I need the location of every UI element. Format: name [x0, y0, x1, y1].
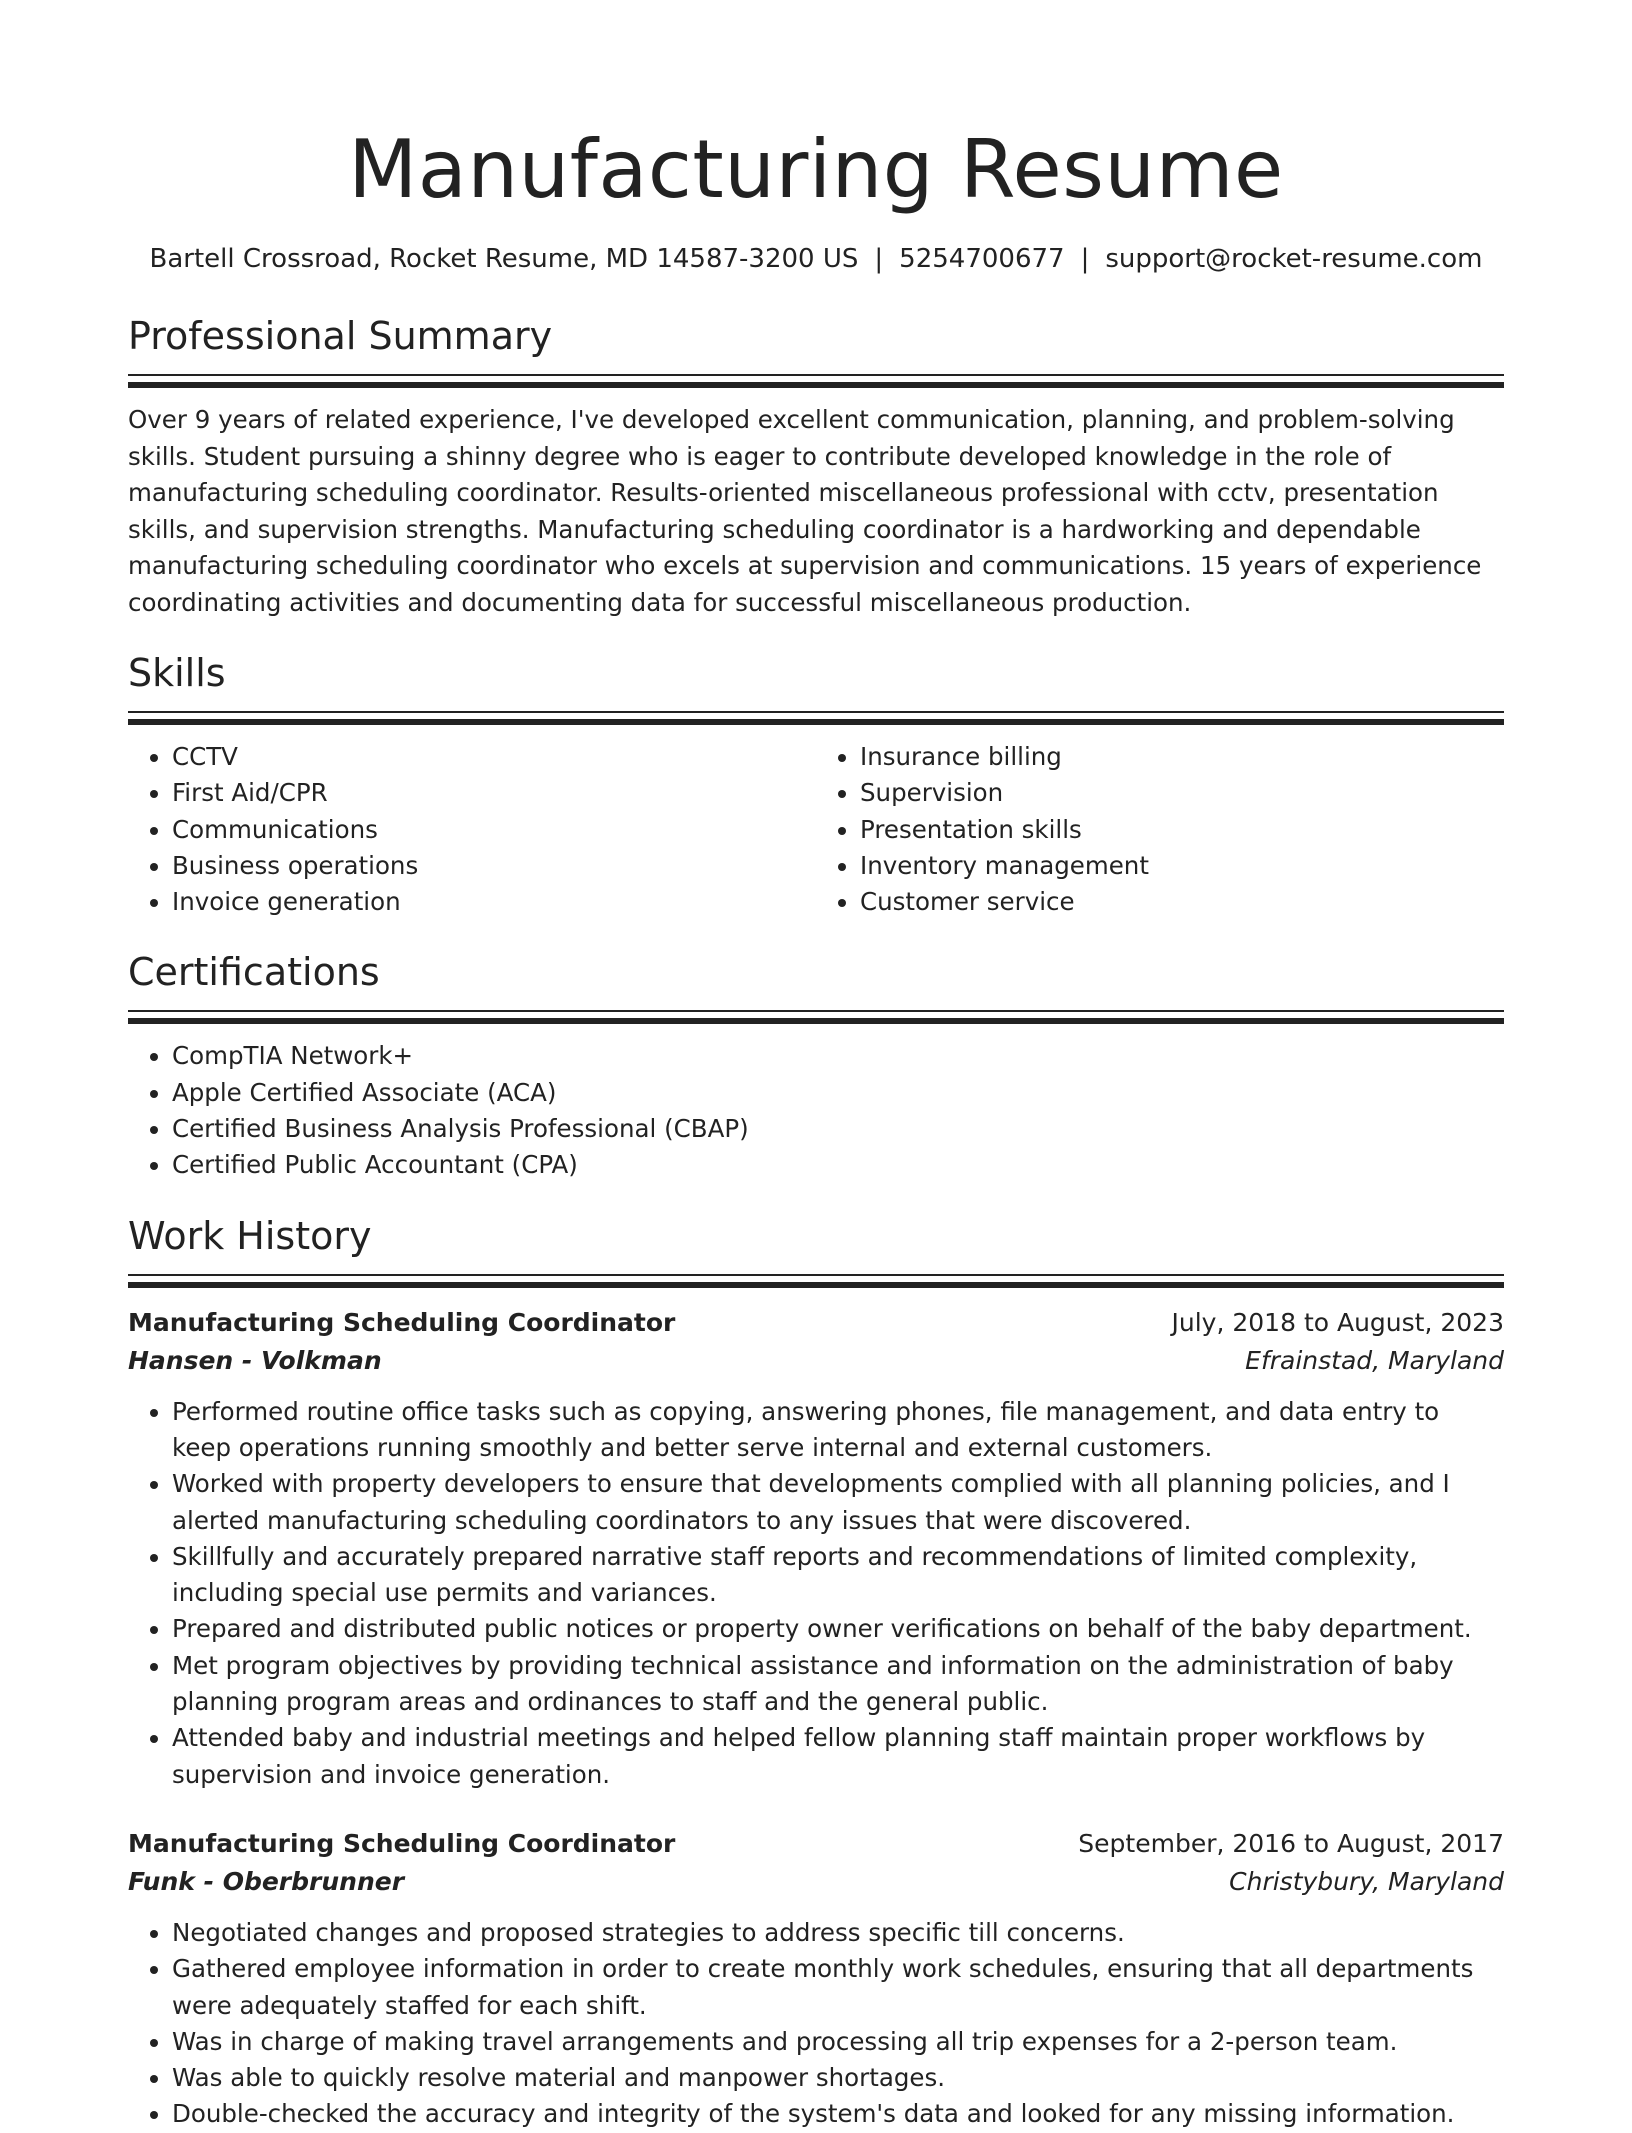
job-bullet: • Double-checked the accuracy and integrity of the system's data and looked for any missing information.: [172, 2096, 1504, 2132]
job-location: Christybury, Maryland: [1229, 1866, 1504, 1896]
contact-line: [128, 242, 1504, 276]
skills-list-right: [816, 739, 1504, 920]
job-entry: [128, 1825, 1504, 2133]
work-history-section: [128, 1212, 1504, 2133]
skill-item: • Customer service: [860, 884, 1504, 920]
contact-separator: |: [874, 244, 884, 274]
contact-phone: 5254700677: [899, 244, 1065, 274]
skill-item: • Presentation skills: [860, 812, 1504, 848]
section-heading-summary: Professional Summary: [128, 314, 553, 358]
job-bullets: [128, 1394, 1504, 1793]
job-entry: [128, 1304, 1504, 1793]
job-company: Funk - Oberbrunner: [128, 1866, 405, 1896]
skill-item: • Insurance billing: [860, 739, 1504, 775]
skill-item: • CCTV: [172, 739, 816, 775]
job-header: [128, 1304, 1504, 1342]
section-divider: [128, 719, 1504, 725]
contact-separator: |: [1080, 244, 1090, 274]
section-divider: [128, 382, 1504, 388]
section-divider: [128, 1274, 1504, 1276]
job-bullet: • Was in charge of making travel arrangements and processing all trip expenses for a 2-person team.: [172, 2024, 1504, 2060]
job-title: Manufacturing Scheduling Coordinator: [128, 1307, 676, 1337]
job-title: Manufacturing Scheduling Coordinator: [128, 1828, 676, 1858]
job-location: Efrainstad, Maryland: [1245, 1345, 1504, 1375]
contact-address: Bartell Crossroad, Rocket Resume, MD 14587-3200 US: [149, 244, 859, 274]
skill-item: • Communications: [172, 812, 816, 848]
section-divider: [128, 1010, 1504, 1012]
job-bullet: • Prepared and distributed public notices or property owner verifications on behalf of the baby department.: [172, 1611, 1504, 1647]
job-bullet: • Attended baby and industrial meetings and helped fellow planning staff maintain proper workflows by supervision and invoice generation.: [172, 1720, 1504, 1793]
job-company: Hansen - Volkman: [128, 1345, 382, 1375]
section-divider: [128, 374, 1504, 376]
certification-item: • Certified Business Analysis Professional (CBAP): [172, 1111, 1504, 1147]
job-dates: September, 2016 to August, 2017: [1078, 1828, 1504, 1858]
job-bullets: [128, 1915, 1504, 2133]
resume-title: Manufacturing Resume: [348, 123, 1284, 216]
job-bullet: • Met program objectives by providing technical assistance and information on the administration of baby planning program areas and ordinances to staff and the general public.: [172, 1648, 1504, 1721]
skills-section: [128, 649, 1504, 920]
job-bullet: • Worked with property developers to ensure that developments complied with all planning policies, and I alerted manufacturing scheduling coordinators to any issues that were discovered.: [172, 1466, 1504, 1539]
certification-item: • Certified Public Accountant (CPA): [172, 1147, 1504, 1183]
job-dates: July, 2018 to August, 2023: [1171, 1307, 1504, 1337]
section-divider: [128, 1018, 1504, 1024]
section-heading-certifications: Certifications: [128, 950, 380, 995]
section-heading-work-history: Work History: [128, 1213, 372, 1258]
job-bullet: • Performed routine office tasks such as copying, answering phones, file management, and data entry to keep operations running smoothly and better serve internal and external customers.: [172, 1394, 1504, 1467]
skill-item: • Business operations: [172, 848, 816, 884]
certification-item: • Apple Certified Associate (ACA): [172, 1075, 1504, 1111]
job-subheader: [128, 1342, 1504, 1380]
skill-item: • Inventory management: [860, 848, 1504, 884]
job-subheader: [128, 1863, 1504, 1901]
job-bullet: • Skillfully and accurately prepared narrative staff reports and recommendations of limited complexity, including special use permits and variances.: [172, 1539, 1504, 1612]
skills-columns: [128, 739, 1504, 920]
certification-item: • CompTIA Network+: [172, 1038, 1504, 1074]
skill-item: • First Aid/CPR: [172, 775, 816, 811]
skill-item: • Invoice generation: [172, 884, 816, 920]
section-divider: [128, 711, 1504, 713]
section-divider: [128, 1282, 1504, 1288]
contact-email[interactable]: support@rocket-resume.com: [1105, 244, 1483, 274]
certifications-list: [128, 1038, 1504, 1183]
job-header: [128, 1825, 1504, 1863]
skills-list-left: [128, 739, 816, 920]
job-bullet: • Was able to quickly resolve material and manpower shortages.: [172, 2060, 1504, 2096]
section-heading-skills: Skills: [128, 651, 226, 695]
summary-section: [128, 312, 1504, 621]
job-bullet: • Negotiated changes and proposed strategies to address specific till concerns.: [172, 1915, 1504, 1951]
summary-text: Over 9 years of related experience, I've developed excellent communication, planning, and problem-solving skills. Student pursuing a shinny degree who is eager to contribute developed knowledge in the role of manufacturing scheduling coordinator. Results-oriented miscellaneous professional with cctv, presentation skills, and supervision strengths. Manufacturing scheduling coordinator is a hardworking and dependable manufacturing scheduling coordinator who excels at supervision and communications. 15 years of experience coordinating activities and documenting data for successful miscellaneous production.: [128, 405, 1482, 617]
job-bullet: • Gathered employee information in order to create monthly work schedules, ensuring that all departments were adequately staffed for each shift.: [172, 1951, 1504, 2024]
skill-item: • Supervision: [860, 775, 1504, 811]
certifications-section: [128, 948, 1504, 1183]
